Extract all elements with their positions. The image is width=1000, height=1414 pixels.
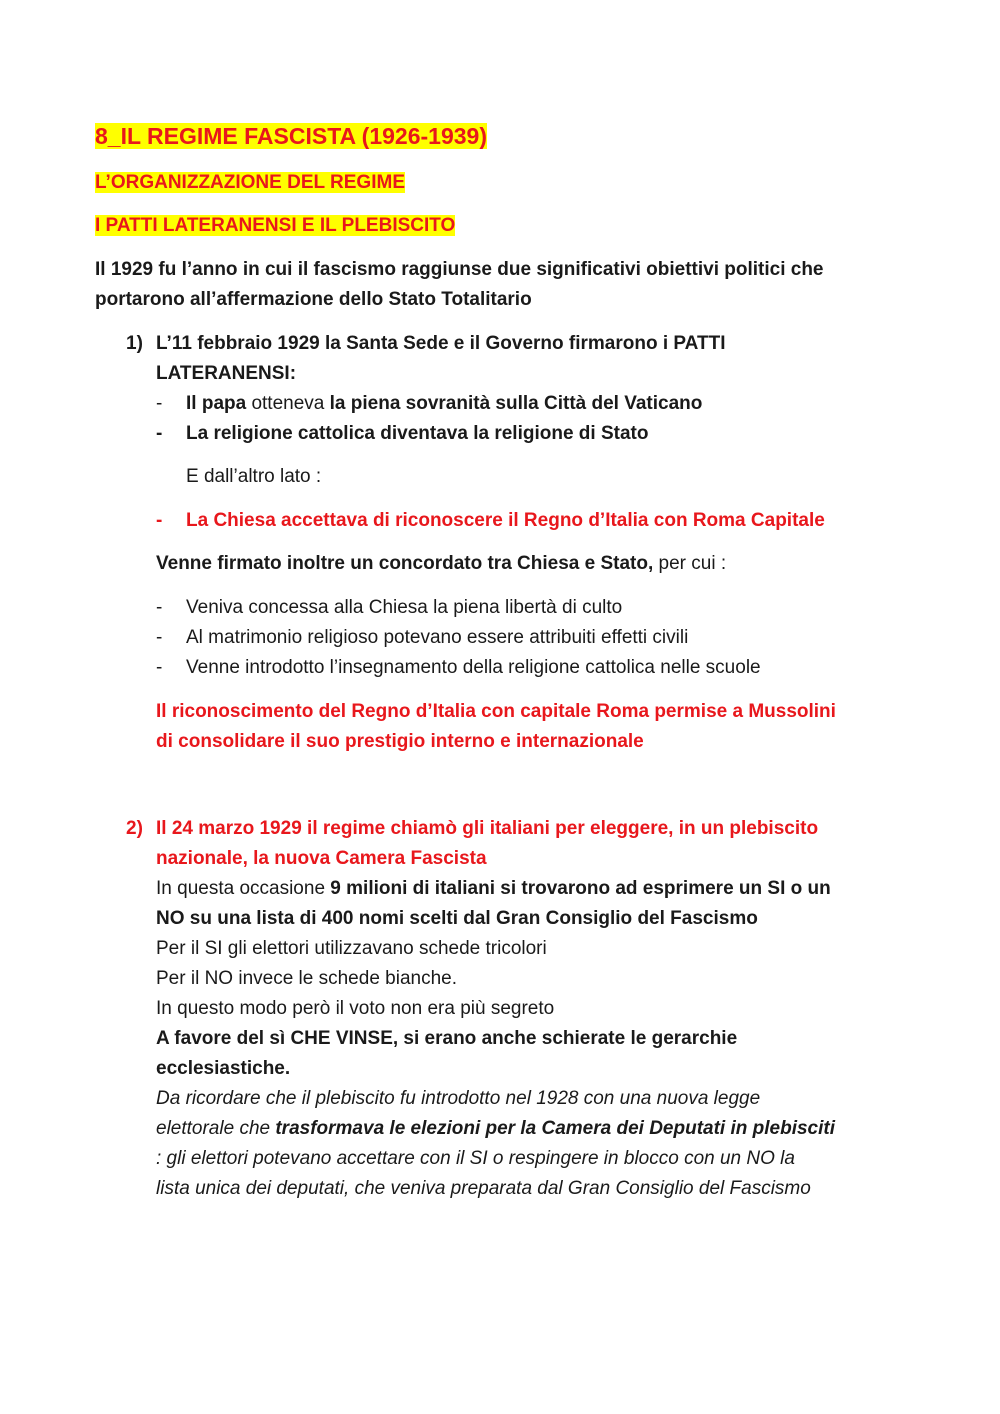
point-1-line-2: LATERANENSI: xyxy=(156,363,297,384)
concordat-line xyxy=(156,549,726,579)
point-1-number: 1) xyxy=(126,333,143,354)
occasion-bold: 9 milioni di italiani si trovarono ad esprimere un SI o un xyxy=(330,878,831,899)
bullet-dash: - xyxy=(156,393,163,414)
section-heading xyxy=(95,170,405,196)
bullet-dash: - xyxy=(156,423,163,444)
bullet-pope-bold-2: la piena sovranità sulla Città del Vaticano xyxy=(329,393,703,414)
note-line-2-normal: elettorale che xyxy=(156,1118,276,1139)
bullet-church: La Chiesa accettava di riconoscere il Regno d’Italia con Roma Capitale xyxy=(186,510,825,531)
point-1-line-1: L’11 febbraio 1929 la Santa Sede e il Governo firmarono i PATTI xyxy=(156,333,726,354)
bullet-dash: - xyxy=(156,657,163,678)
concordat-item-teaching: Venne introdotto l’insegnamento della religione cattolica nelle scuole xyxy=(186,657,761,678)
other-side-text: E dall’altro lato : xyxy=(186,466,322,487)
note-line-2-bold: trasformava le elezioni per la Camera dei Deputati in plebisciti xyxy=(275,1118,835,1139)
concordat-normal: per cui : xyxy=(653,553,727,574)
intro-line-1: Il 1929 fu l’anno in cui il fascismo raggiunse due significativi obiettivi politici che xyxy=(95,259,824,280)
conclusion-line-1: Il riconoscimento del Regno d’Italia con capitale Roma permise a Mussolini xyxy=(156,701,836,722)
concordat-item-marriage: Al matrimonio religioso potevano essere attribuiti effetti civili xyxy=(186,627,689,648)
title-highlight: 8_IL REGIME FASCISTA (1926-1939) xyxy=(95,123,487,149)
concordat-bold: Venne firmato inoltre un concordato tra Chiesa e Stato, xyxy=(156,553,654,574)
intro-paragraph xyxy=(95,255,824,315)
note-line-3: : gli elettori potevano accettare con il SI o respingere in blocco con un NO la xyxy=(156,1148,795,1169)
occasion-line-2: NO su una lista di 400 nomi scelti dal Gran Consiglio del Fascismo xyxy=(156,908,758,929)
bullet-pope-normal: otteneva xyxy=(246,393,330,414)
concordat-item-cult: Veniva concessa alla Chiesa la piena libertà di culto xyxy=(186,597,623,618)
occasion-line xyxy=(156,874,835,904)
point-2-body xyxy=(156,814,835,1204)
subsection-highlight: I PATTI LATERANENSI E IL PLEBISCITO xyxy=(95,215,456,236)
bullet-dash: - xyxy=(156,510,163,531)
point-2-number: 2) xyxy=(126,818,143,839)
secret-line: In questo modo però il voto non era più segreto xyxy=(156,998,555,1019)
intro-line-2: portarono all’affermazione dello Stato Totalitario xyxy=(95,289,532,310)
bullet-pope xyxy=(186,389,702,419)
point-2-red-line-2: nazionale, la nuova Camera Fascista xyxy=(156,848,487,869)
subsection-heading xyxy=(95,213,455,239)
point-1-heading xyxy=(156,329,725,389)
point-2-red-line-1: Il 24 marzo 1929 il regime chiamò gli italiani per eleggere, in un plebiscito xyxy=(156,818,819,839)
note-line-4: lista unica dei deputati, che veniva preparata dal Gran Consiglio del Fascismo xyxy=(156,1178,811,1199)
no-line: Per il NO invece le schede bianche. xyxy=(156,968,457,989)
favor-line-1: A favore del sì CHE VINSE, si erano anche schierate le gerarchie xyxy=(156,1028,738,1049)
document-title xyxy=(95,120,487,152)
si-line: Per il SI gli elettori utilizzavano schede tricolori xyxy=(156,938,547,959)
point-1-conclusion xyxy=(156,697,836,757)
bullet-religion: La religione cattolica diventava la religione di Stato xyxy=(186,423,649,444)
occasion-normal: In questa occasione xyxy=(156,878,331,899)
bullet-dash: - xyxy=(156,597,163,618)
bullet-dash: - xyxy=(156,627,163,648)
note-line-1: Da ricordare che il plebiscito fu introdotto nel 1928 con una nuova legge xyxy=(156,1088,761,1109)
bullet-pope-bold: Il papa xyxy=(186,393,247,414)
section-highlight: L’ORGANIZZAZIONE DEL REGIME xyxy=(95,172,405,193)
note-line-2 xyxy=(156,1114,835,1144)
favor-line-2: ecclesiastiche. xyxy=(156,1058,291,1079)
conclusion-line-2: di consolidare il suo prestigio interno e internazionale xyxy=(156,731,644,752)
